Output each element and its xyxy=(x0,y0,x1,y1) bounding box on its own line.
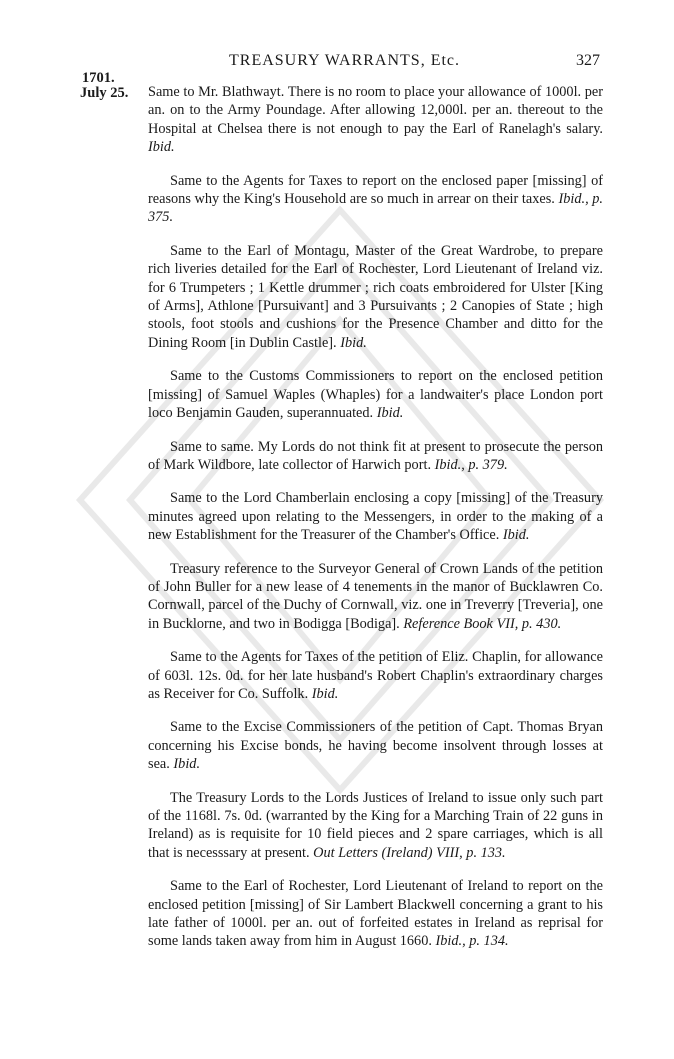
entry xyxy=(148,718,603,773)
entry-text: Same to same. My Lords do not think fit at present to prosecute the person of Mark Wildbore, late collector of Harwich port. xyxy=(148,438,603,473)
entry xyxy=(148,877,603,951)
entry-reference: Ibid. xyxy=(376,405,404,422)
entry-reference: Ibid. xyxy=(173,756,201,773)
entry-reference: Ibid., p. 379. xyxy=(434,456,508,473)
entry xyxy=(148,648,603,703)
page-header xyxy=(149,52,600,74)
entry-reference: Ibid. xyxy=(311,685,339,702)
entry xyxy=(148,489,603,544)
entry xyxy=(148,560,603,634)
running-title: TREASURY WARRANTS, Etc. xyxy=(229,52,461,69)
entry-text: Treasury reference to the Surveyor General of Crown Lands of the petition of John Buller for a new lease of 4 tenements in the manor of Bucklawren Co. Cornwall, parcel of the Duchy of Cornwall, viz. one in Treverry [Treveria], one in Bucklorne, and two in Bodigga [Bodiga]. xyxy=(148,560,603,632)
entry xyxy=(148,242,603,352)
entry-text: Same to the Agents for Taxes of the petition of Eliz. Chaplin, for allowance of 603l. 12s. 0d. for her late husband's Robert Chaplin's extraordinary charges as Receiver for Co. Suffolk. xyxy=(148,649,603,702)
page-number: 327 xyxy=(576,52,600,69)
entry-reference: Ibid. xyxy=(502,527,530,544)
entry-text: Same to the Lord Chamberlain enclosing a copy [missing] of the Treasury minutes agreed upon relating to the Messengers, in order to the making of a new Establishment for the Treasurer of the Chamber's Office. xyxy=(148,490,603,544)
entry-text: Same to the Agents for Taxes to report on the enclosed paper [missing] of reasons why the King's Household are so much in arrear on their taxes. xyxy=(148,172,603,208)
entry-list xyxy=(148,83,603,966)
entry xyxy=(148,789,603,863)
entry xyxy=(148,83,603,157)
entry xyxy=(148,172,603,227)
margin-year: 1701. xyxy=(82,70,115,86)
entry-text: Same to the Earl of Montagu, Master of the Great Wardrobe, to prepare rich liveries detailed for the Earl of Rochester, Lord Lieutenant of Ireland viz. for 6 Trumpeters ; 1 Kettle drummer ; rich coats embroidered for Ulster [King of Arms], Athlone [Pursuivant] and 3 Pursuivants ; 2 Canopies of State ; high stools, foot stools and cushions for the Presence Chamber and ditto for the Dining Room [in Dublin Castle]. xyxy=(148,242,603,351)
margin-date: July 25. xyxy=(80,85,129,101)
entry-text: Same to the Customs Commissioners to report on the enclosed petition [missing] of Samuel Waples (Whaples) for a landwaiter's place London port loco Benjamin Gauden, superannuated. xyxy=(148,368,603,422)
entry-text: Same to Mr. Blathwayt. There is no room to place your allowance of 1000l. per an. on to the Army Poundage. After allowing 12,000l. per an. thereout to the Hospital at Chelsea there is not enough to pay the Earl of Ranelagh's salary. xyxy=(148,84,603,137)
entry-reference: Ibid., p. 134. xyxy=(435,933,509,950)
entry xyxy=(148,438,603,475)
entry-text: The Treasury Lords to the Lords Justices of Ireland to issue only such part of the 1168l. 7s. 0d. (warranted by the King for a Marching Train of 22 guns in Ireland) as is requisite for 10 field pieces and 2 spare carriages, which is all that is necesssary at present. xyxy=(148,789,603,861)
entry-reference: Reference Book VII, p. 430. xyxy=(403,615,562,632)
entry-reference: Ibid. xyxy=(148,139,175,156)
entry-reference: Ibid. xyxy=(340,334,367,351)
entry-text: Same to the Excise Commissioners of the petition of Capt. Thomas Bryan concerning his Excise bonds, he having become insolvent through losses at sea. xyxy=(148,719,603,773)
entry-reference: Ibid., p. 375. xyxy=(148,191,604,226)
entry-text: Same to the Earl of Rochester, Lord Lieutenant of Ireland to report on the enclosed petition [missing] of Sir Lambert Blackwell concerning a grant to his late father of 1000l. per an. out of forfeited estates in Ireland as reprisal for some lands taken away from him in August 1660. xyxy=(148,878,603,950)
entry xyxy=(148,367,603,422)
entry-reference: Out Letters (Ireland) VIII, p. 133. xyxy=(313,844,506,861)
